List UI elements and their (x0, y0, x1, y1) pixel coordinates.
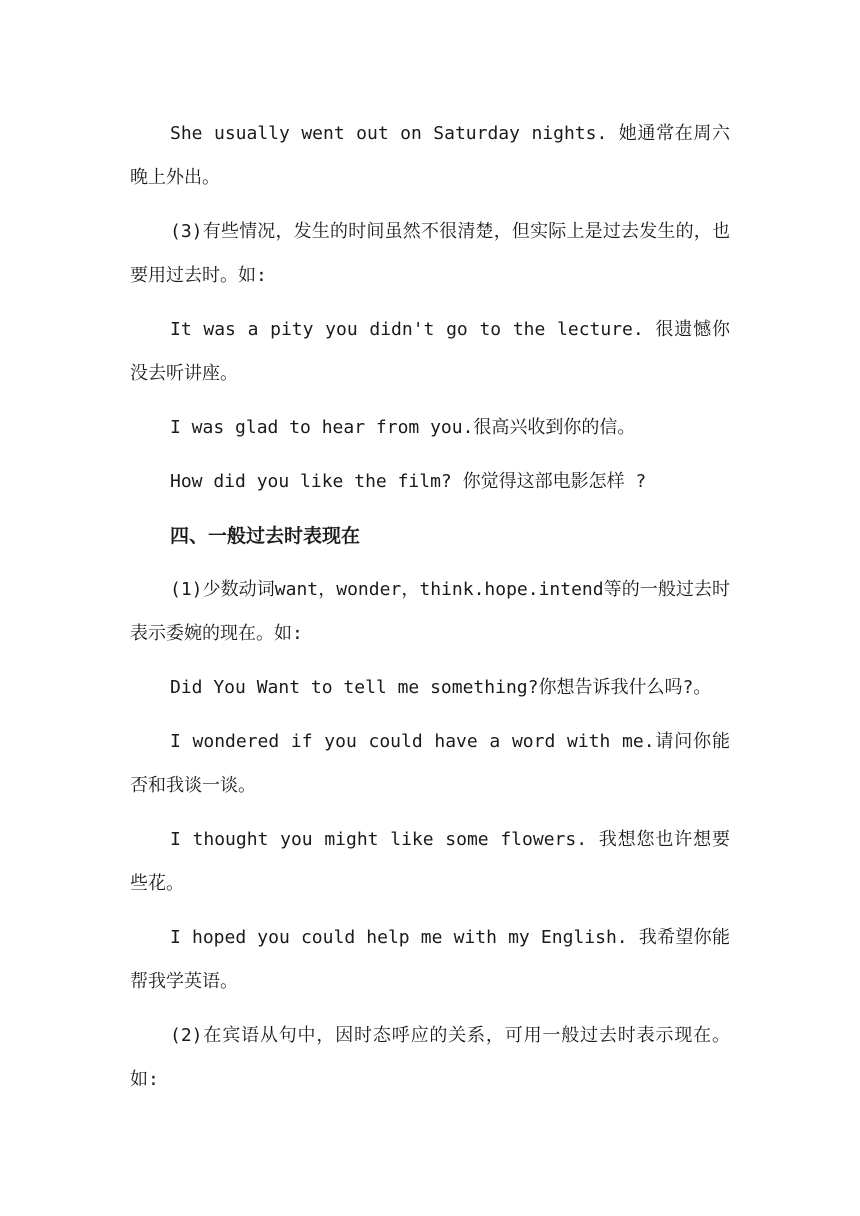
section-heading: 四、一般过去时表现在 (170, 525, 361, 547)
rule-paragraph: (1)少数动词want，wonder，think.hope.intend等的一般过去时表示委婉的现在。如: (130, 579, 730, 644)
rule-paragraph: (2)在宾语从句中，因时态呼应的关系，可用一般过去时表示现在。如: (130, 1025, 730, 1090)
rule-paragraph: (3)有些情况，发生的时间虽然不很清楚，但实际上是过去发生的，也要用过去时。如: (130, 221, 730, 286)
example-sentence: She usually went out on Saturday nights. 她通常在周六晚上外出。 (130, 123, 730, 188)
document-page (130, 112, 730, 1112)
example-sentence: I was glad to hear from you.很高兴收到你的信。 (170, 417, 636, 438)
example-sentence: Did You Want to tell me something?你想告诉我什么吗?。 (170, 677, 712, 698)
example-sentence: I thought you might like some flowers. 我想您也许想要些花。 (130, 829, 730, 894)
example-sentence: I hoped you could help me with my English. 我希望你能帮我学英语。 (130, 927, 730, 992)
example-sentence: I wondered if you could have a word with me.请问你能否和我谈一谈。 (130, 731, 730, 796)
example-sentence: It was a pity you didn't go to the lecture. 很遗憾你没去听讲座。 (130, 319, 730, 384)
example-sentence: How did you like the film? 你觉得这部电影怎样 ? (170, 471, 647, 492)
